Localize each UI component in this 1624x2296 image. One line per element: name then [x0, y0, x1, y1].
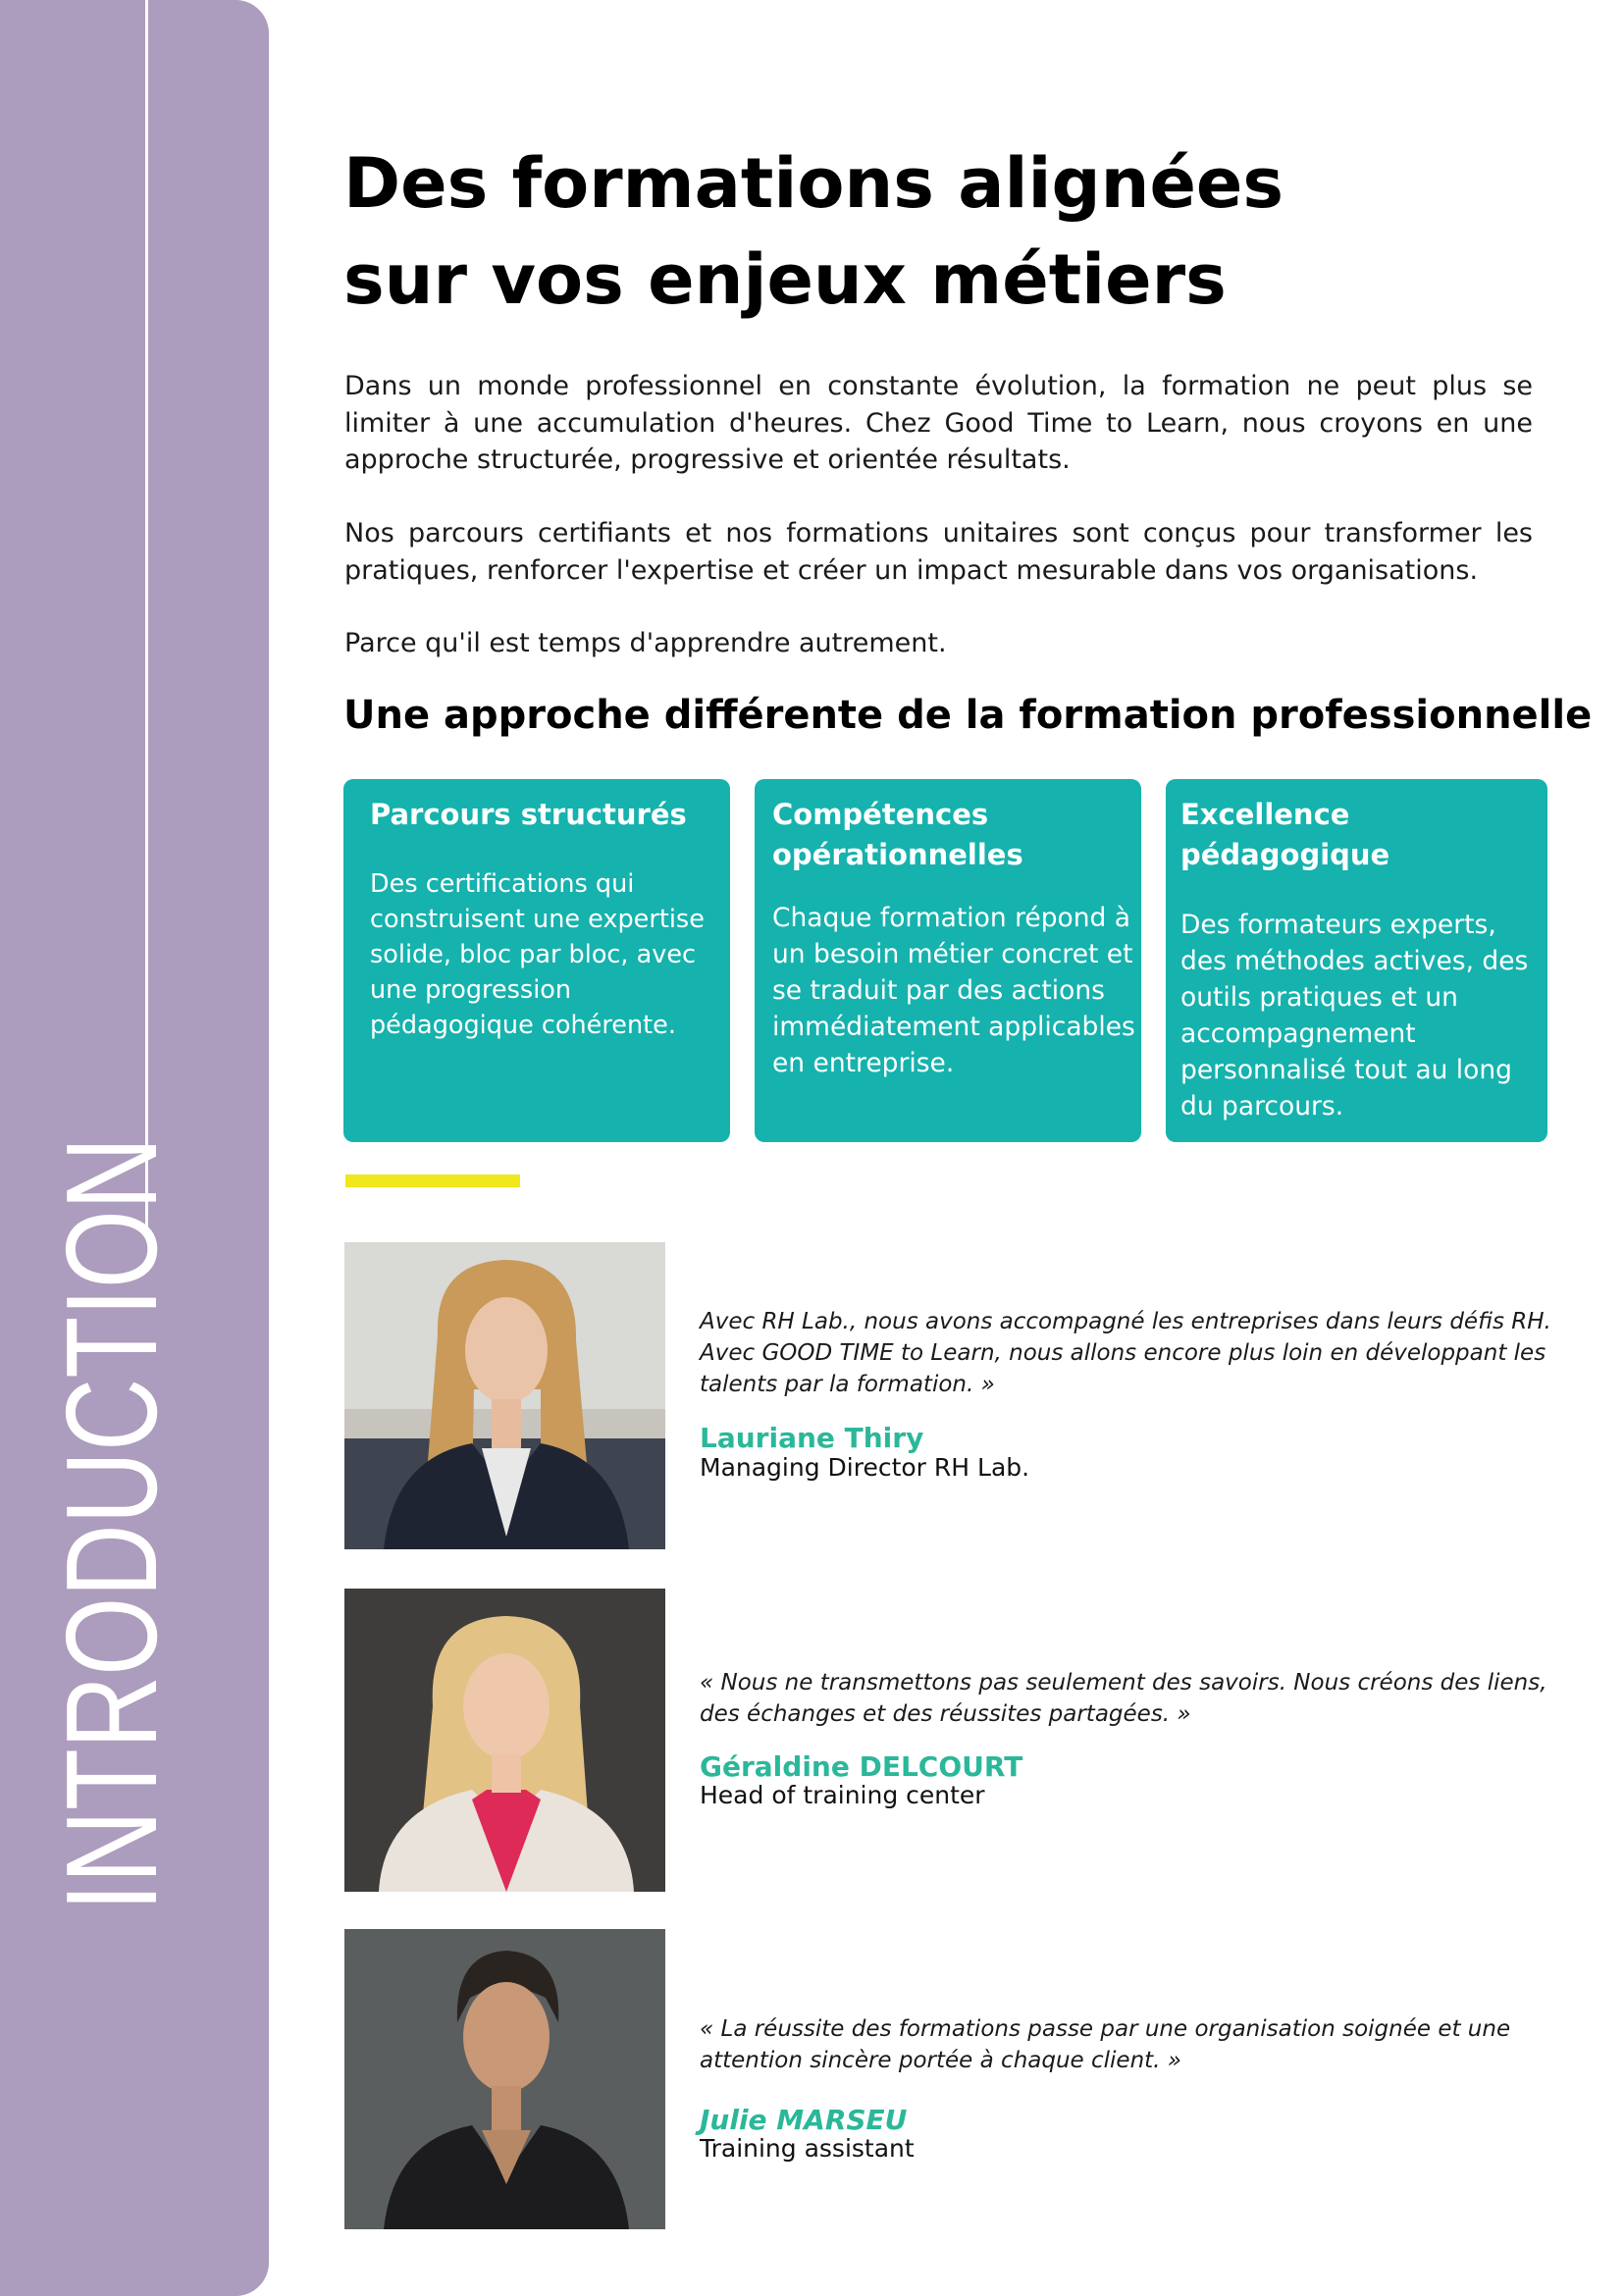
feature-card-teaching-excellence: [1166, 779, 1547, 1142]
feature-card-text: Des formateurs experts, des méthodes actives, des outils pratiques et un accompagnement personnalisé tout au long du parcours.: [1180, 910, 1529, 1122]
feature-card-text: Des certifications qui construisent une expertise solide, bloc par bloc, avec une progression pédagogique cohérente.: [370, 869, 705, 1040]
section-label: INTRODUCTION: [39, 1136, 183, 1911]
portrait-photo: [344, 1929, 665, 2229]
page-title: [343, 135, 1560, 328]
intro-paragraph-2: Nos parcours certifiants et nos formations unitaires sont conçus pour transformer les pratiques, renforcer l'expertise et créer un impact mesurable dans vos organisations.: [344, 518, 1533, 586]
feature-card-text: Chaque formation répond à un besoin métier concret et se traduit par des actions immédiatement applicables en entreprise.: [772, 903, 1135, 1078]
page-title-line-2: sur vos enjeux métiers: [343, 239, 1227, 320]
approach-heading: Une approche différente de la formation professionnelle: [343, 693, 1593, 738]
side-band: [0, 0, 269, 2296]
testimonial-name: Géraldine DELCOURT: [700, 1750, 1023, 1783]
testimonial-name: Lauriane Thiry: [700, 1422, 924, 1454]
intro-paragraph-1: Dans un monde professionnel en constante évolution, la formation ne peut plus se limiter à une accumulation d'heures. Chez Good Time to Learn, nous croyons en une approche structurée, progressive et orientée résultats.: [344, 371, 1533, 475]
feature-card-title: Excellence pédagogique: [1180, 798, 1390, 871]
testimonial-quote: Avec RH Lab., nous avons accompagné les entreprises dans leurs défis RH. Avec GOOD TIME to Learn, nous allons encore plus loin en développant les talents par la formation. »: [700, 1309, 1551, 1397]
feature-card-title: Compétences opérationnelles: [772, 798, 1023, 871]
side-divider-line: [145, 0, 148, 1238]
testimonial-role: Head of training center: [700, 1781, 985, 1809]
accent-bar: [345, 1174, 520, 1187]
testimonial-name: Julie MARSEU: [700, 2104, 908, 2136]
intro-paragraph-3: Parce qu'il est temps d'apprendre autrement.: [344, 628, 947, 658]
feature-card-title: Parcours structurés: [370, 798, 687, 831]
portrait-photo: [344, 1589, 665, 1892]
feature-card-structured-paths: [343, 779, 730, 1142]
testimonial-quote: « La réussite des formations passe par une organisation soignée et une attention sincère portée à chaque client. »: [700, 2016, 1511, 2073]
feature-card-operational-skills: [755, 779, 1141, 1142]
testimonial-role: Managing Director RH Lab.: [700, 1453, 1030, 1482]
page-title-line-1: Des formations alignées: [343, 143, 1284, 224]
testimonial-role: Training assistant: [700, 2134, 915, 2163]
testimonial-quote: « Nous ne transmettons pas seulement des savoirs. Nous créons des liens, des échanges et des réussites partagées. »: [700, 1670, 1547, 1727]
portrait-photo: [344, 1242, 665, 1549]
